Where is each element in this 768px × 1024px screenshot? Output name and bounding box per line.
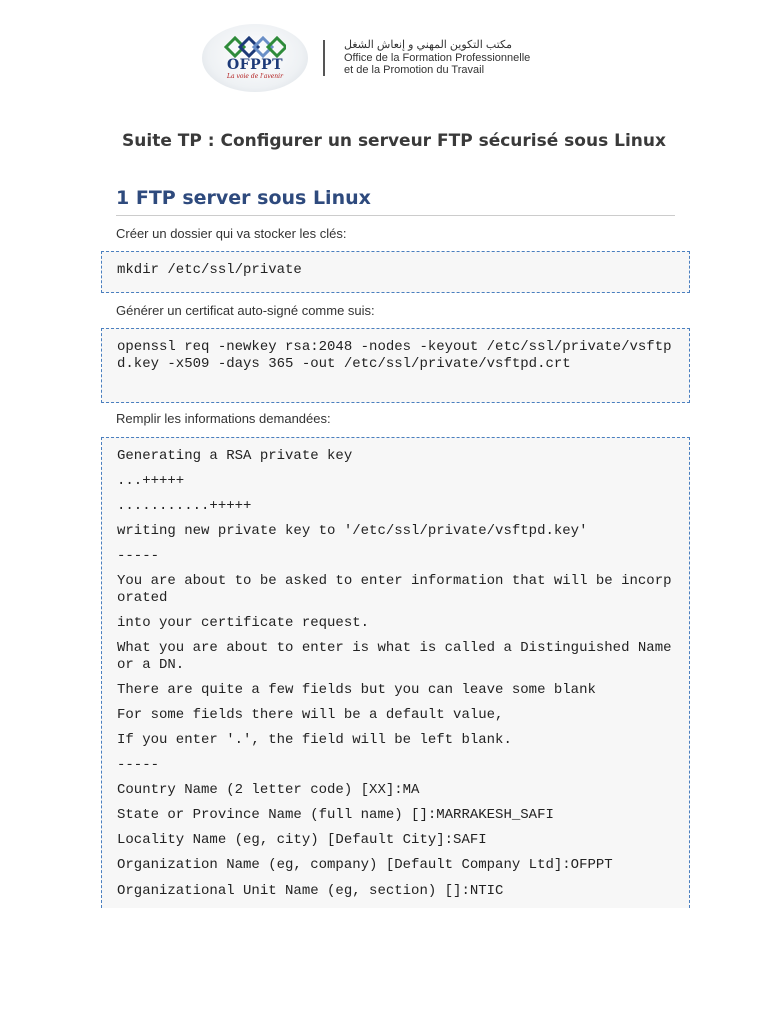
organization-name xyxy=(344,38,539,76)
step1-instruction: Créer un dossier qui va stocker les clés: xyxy=(116,226,347,241)
output-line: Locality Name (eg, city) [Default City]:SAFI xyxy=(117,832,487,849)
output-line: For some fields there will be a default value, xyxy=(117,706,504,723)
output-line: into your certificate request. xyxy=(117,615,370,632)
output-line: If you enter '.', the field will be left blank. xyxy=(117,731,512,748)
output-line: ----- xyxy=(117,757,160,774)
org-name-french-line1: Office de la Formation Professionnelle xyxy=(344,52,531,64)
step2-code-block xyxy=(101,328,690,403)
org-name-arabic: مكتب التكوين المهني و إنعاش الشغل xyxy=(344,39,512,51)
step3-output-block xyxy=(101,437,690,908)
document-title: Suite TP : Configurer un serveur FTP sécurisé sous Linux xyxy=(122,131,666,151)
code-line: openssl req -newkey rsa:2048 -nodes -keyout /etc/ssl/private/vsftpd.key -x509 -days 365 -out /etc/ssl/private/vsftpd.crt xyxy=(117,339,672,372)
step3-instruction: Remplir les informations demandées: xyxy=(116,411,331,426)
logo-text: OFPPT xyxy=(226,57,284,73)
ofppt-emblem-icon xyxy=(224,36,286,58)
output-line: There are quite a few fields but you can leave some blank xyxy=(117,681,596,698)
output-line: What you are about to enter is what is called a Distinguished Name or a DN. xyxy=(117,640,680,673)
ofppt-logo xyxy=(202,24,308,92)
output-line: Generating a RSA private key xyxy=(117,448,353,464)
step1-code-block xyxy=(101,251,690,293)
logo-tagline: La voie de l'avenir xyxy=(227,73,283,80)
output-line: Organizational Unit Name (eg, section) []:NTIC xyxy=(117,882,504,899)
header-divider xyxy=(323,40,325,76)
org-name-french-line2: et de la Promotion du Travail xyxy=(344,64,485,76)
output-line: Organization Name (eg, company) [Default Company Ltd]:OFPPT xyxy=(117,857,613,874)
page-header xyxy=(0,0,768,110)
output-line: You are about to be asked to enter information that will be incorporated xyxy=(117,573,672,606)
code-line: mkdir /etc/ssl/private xyxy=(117,262,302,278)
output-lines xyxy=(117,438,680,899)
output-line: ...+++++ xyxy=(117,473,185,490)
output-line: State or Province Name (full name) []:MARRAKESH_SAFI xyxy=(117,807,554,824)
output-line: writing new private key to '/etc/ssl/private/vsftpd.key' xyxy=(117,523,588,540)
section-heading: 1 FTP server sous Linux xyxy=(116,187,675,216)
output-line: ...........+++++ xyxy=(117,498,252,515)
step2-instruction: Générer un certificat auto-signé comme suis: xyxy=(116,303,375,318)
output-line: ----- xyxy=(117,548,160,565)
output-line: Country Name (2 letter code) [XX]:MA xyxy=(117,782,420,799)
